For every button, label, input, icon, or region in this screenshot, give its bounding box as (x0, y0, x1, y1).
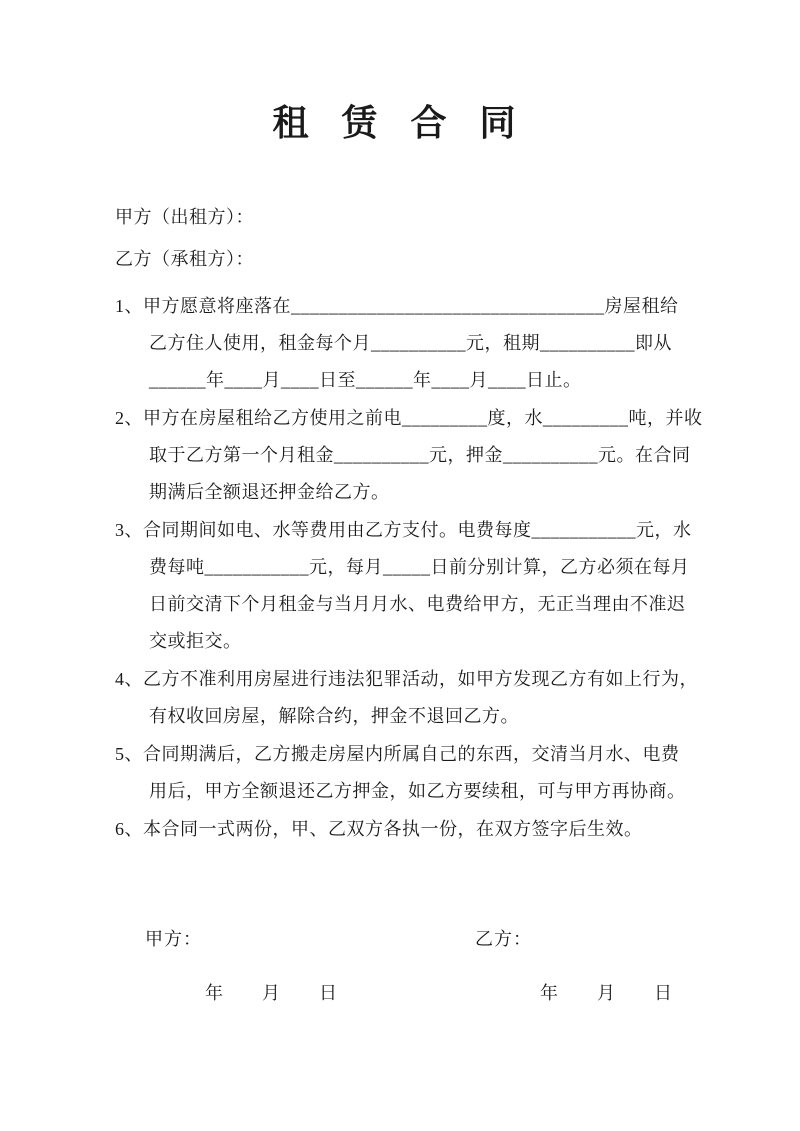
clause-line: 有权收回房屋，解除合约，押金不退回乙方。 (149, 706, 519, 726)
party-b-label: 乙方（承租方）： (115, 249, 254, 269)
date-row (115, 974, 685, 1012)
signature-party-b-label: 乙方： (475, 929, 532, 949)
clause-line: 用后，甲方全额退还乙方押金，如乙方要续租，可与甲方再协商。 (149, 781, 686, 801)
clause-line: 1、甲方愿意将座落在_________________________________房屋租给 (115, 296, 679, 316)
date-party-a: 年 月 日 (205, 983, 338, 1003)
party-a-label: 甲方（出租方）： (115, 207, 254, 227)
signature-party-a-label: 甲方： (145, 929, 202, 949)
clause-line: 5、合同期满后，乙方搬走房屋内所属自己的东西，交清当月水、电费 (115, 744, 680, 764)
clauses-list (115, 288, 703, 848)
clause-line: 2、甲方在房屋租给乙方使用之前电_________度，水_________吨，并收 (115, 408, 703, 428)
clause-5 (115, 736, 685, 810)
clause-3 (115, 512, 692, 660)
clause-6 (115, 811, 685, 848)
clause-2 (115, 400, 703, 511)
clause-line: 乙方住人使用，租金每个月__________元，租期__________即从 (149, 333, 672, 353)
clause-line: 4、乙方不准利用房屋进行违法犯罪活动，如甲方发现乙方有如上行为， (115, 669, 698, 689)
date-party-b: 年 月 日 (540, 983, 673, 1003)
clause-line: 费每吨___________元，每月_____日前分别计算，乙方必须在每月 (149, 557, 690, 577)
signature-row (115, 920, 685, 958)
clause-line: 交或拒交。 (149, 631, 242, 651)
clause-line: 3、合同期间如电、水等费用由乙方支付。电费每度___________元，水 (115, 520, 692, 540)
clause-line: 取于乙方第一个月租金__________元，押金__________元。在合同 (149, 445, 691, 465)
clause-line: ______年____月____日至______年____月____日止。 (149, 370, 582, 390)
document-title: 租 赁 合 同 (272, 103, 528, 143)
clause-line: 期满后全额退还押金给乙方。 (149, 482, 390, 502)
clause-line: 6、本合同一式两份，甲、乙双方各执一份，在双方签字后生效。 (115, 819, 643, 839)
clause-line: 日前交清下个月租金与当月月水、电费给甲方，无正当理由不准迟 (149, 594, 686, 614)
clause-4 (115, 661, 698, 735)
clause-1 (115, 288, 685, 399)
